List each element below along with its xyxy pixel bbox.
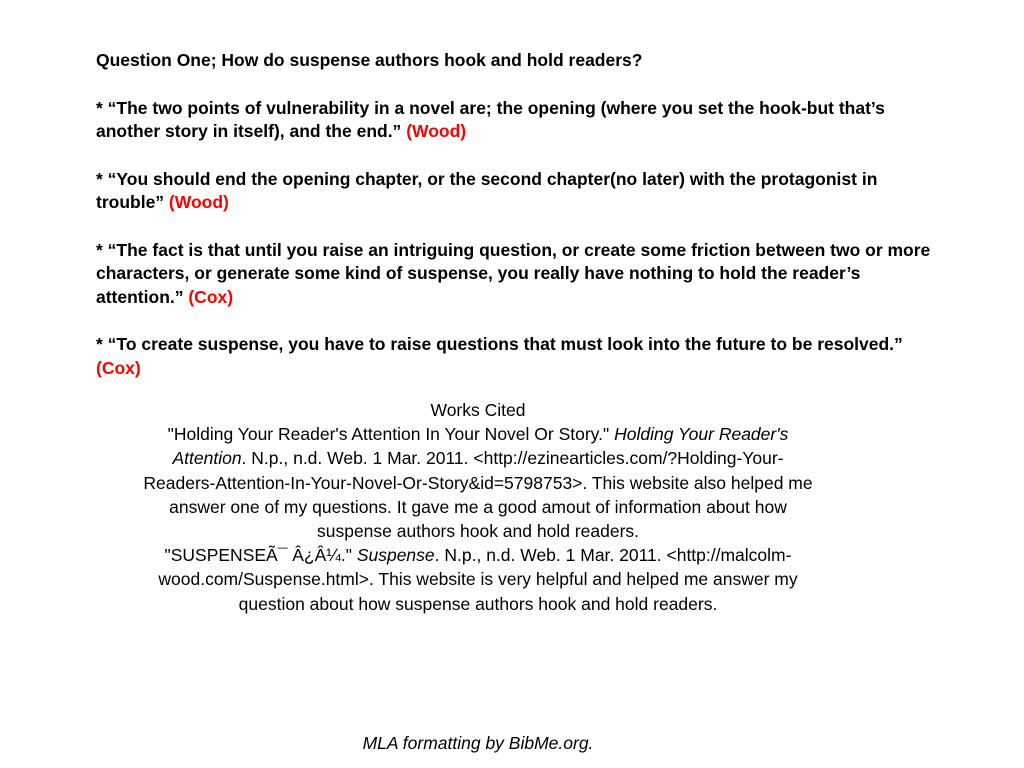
quote-4 — [96, 333, 946, 380]
question-heading: Question One; How do suspense authors hook and hold readers? — [96, 50, 643, 70]
quote-text: * “You should end the opening chapter, or the second chapter(no later) with the protagonist in trouble” — [96, 168, 878, 212]
quote-2 — [96, 168, 946, 215]
works-cited-entry-1 — [138, 422, 818, 543]
footer-credit: MLA formatting by BibMe.org. — [362, 733, 594, 753]
entry-site: Suspense — [356, 545, 435, 566]
works-cited-entry-2 — [138, 543, 818, 616]
entry-title: "SUSPENSEÃ¯ Â¿Â¼." — [164, 545, 357, 566]
entry-site: Holding Your Reader's Attention — [172, 424, 789, 469]
entry-details: . N.p., n.d. Web. 1 Mar. 2011. <http://ezinearticles.com/?Holding-Your-Readers-Attention-In-Your-Novel-Or-Story&id=5798753>. This website also helped me answer one of my questions. It gave me a good amout of information about how suspense authors hook and hold readers. — [143, 448, 813, 542]
quote-3 — [96, 239, 946, 310]
quote-1 — [96, 97, 946, 144]
quote-source: (Wood) — [168, 192, 229, 212]
quote-text: * “The fact is that until you raise an intriguing question, or create some friction between two or more characters, or generate some kind of suspense, you really have nothing to hold the reader’s attention.” — [96, 239, 931, 307]
quote-text: * “The two points of vulnerability in a novel are; the opening (where you set the hook-but that’s another story in itself), and the end.” — [96, 97, 885, 141]
works-cited-heading: Works Cited — [430, 400, 526, 420]
question-section — [96, 49, 946, 380]
quote-source: (Cox) — [188, 286, 234, 307]
entry-title: "Holding Your Reader's Attention In Your Novel Or Story." — [167, 424, 615, 445]
quote-source: (Cox) — [96, 357, 141, 378]
works-cited-section — [138, 398, 818, 616]
quote-source: (Wood) — [406, 121, 467, 141]
quote-text: * “To create suspense, you have to raise questions that must look into the future to be resolved.” — [96, 334, 903, 354]
entry-details: . N.p., n.d. Web. 1 Mar. 2011. <http://malcolm-wood.com/Suspense.html>. This website is very helpful and helped me answer my question about how suspense authors hook and hold readers. — [158, 545, 798, 614]
